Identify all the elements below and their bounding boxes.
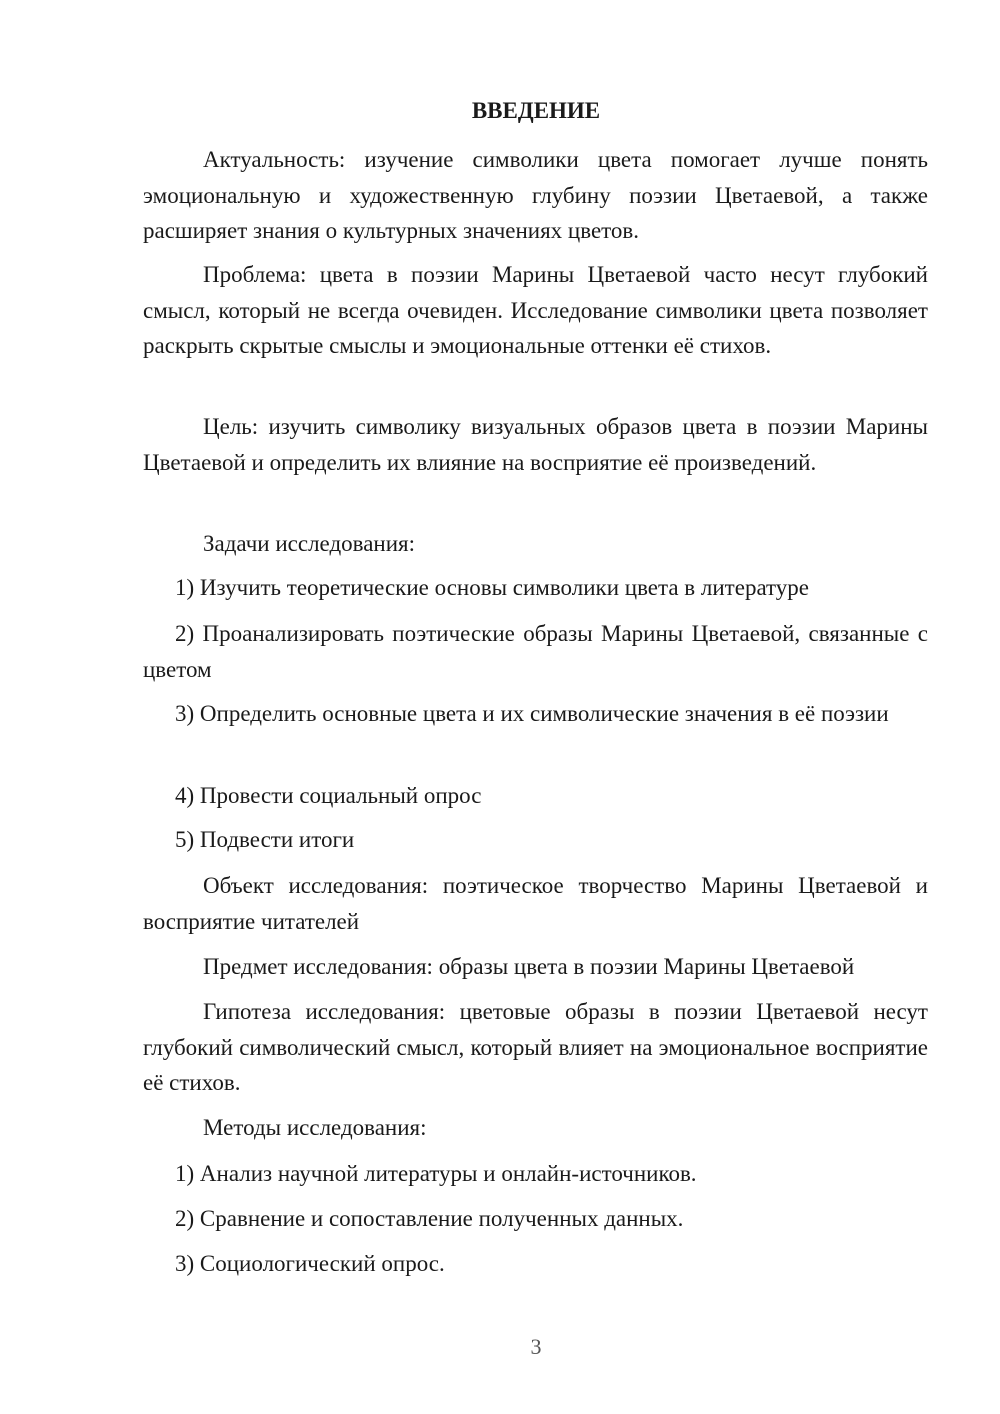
task-item: 4) Провести социальный опрос xyxy=(175,783,482,808)
task-item: 3) Определить основные цвета и их символические значения в её поэзии xyxy=(175,701,889,726)
method-item: 3) Социологический опрос. xyxy=(175,1251,445,1276)
paragraph-problem: Проблема: цвета в поэзии Марины Цветаевой часто несут глубокий смысл, который не всегда очевиден. Исследование символики цвета позволяет раскрыть скрытые смыслы и эмоциональные оттенки её стихов. xyxy=(143,262,928,358)
page-number: 3 xyxy=(530,1334,542,1359)
task-item: 1) Изучить теоретические основы символики цвета в литературе xyxy=(175,575,810,600)
paragraph-goal: Цель: изучить символику визуальных образов цвета в поэзии Марины Цветаевой и определить их влияние на восприятие её произведений. xyxy=(143,414,928,475)
paragraph-relevance: Актуальность: изучение символики цвета помогает лучше понять эмоциональную и художественную глубину поэзии Цветаевой, а также расширяет знания о культурных значениях цветов. xyxy=(143,147,928,243)
task-item: 5) Подвести итоги xyxy=(175,827,355,852)
methods-heading: Методы исследования: xyxy=(203,1115,427,1140)
method-item: 1) Анализ научной литературы и онлайн-источников. xyxy=(175,1161,697,1186)
task-item: 2) Проанализировать поэтические образы Марины Цветаевой, связанные с цветом xyxy=(143,621,928,682)
section-title: ВВЕДЕНИЕ xyxy=(471,98,601,123)
method-item: 2) Сравнение и сопоставление полученных данных. xyxy=(175,1206,684,1231)
paragraph-object: Объект исследования: поэтическое творчество Марины Цветаевой и восприятие читателей xyxy=(143,873,928,934)
paragraph-hypothesis: Гипотеза исследования: цветовые образы в поэзии Цветаевой несут глубокий символический смысл, который влияет на эмоциональное восприятие её стихов. xyxy=(143,999,928,1095)
tasks-heading: Задачи исследования: xyxy=(203,531,416,556)
paragraph-subject: Предмет исследования: образы цвета в поэзии Марины Цветаевой xyxy=(203,954,855,979)
